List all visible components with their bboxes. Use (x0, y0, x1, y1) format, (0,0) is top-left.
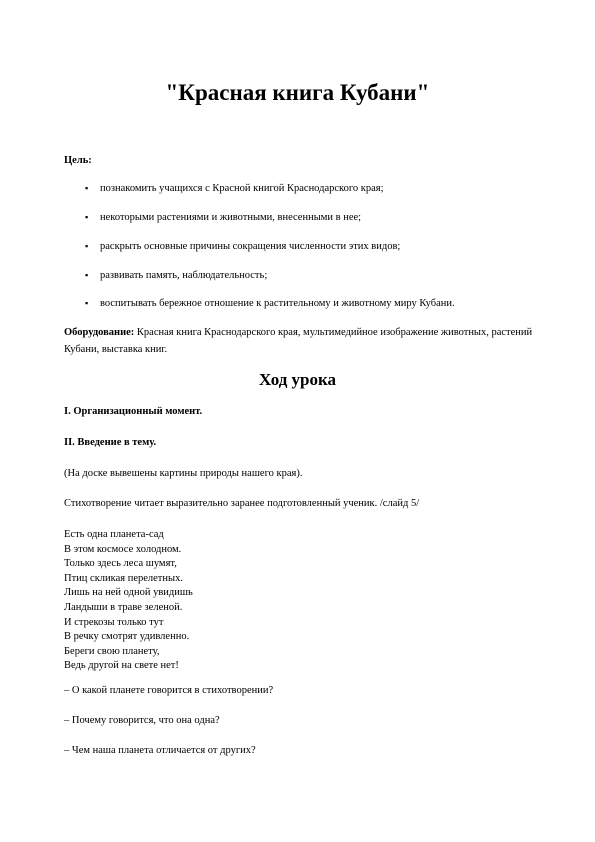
bullet-icon: ▪ (85, 270, 89, 280)
poem-line: Лишь на ней одной увидишь (64, 587, 193, 599)
poem-line: Ведь другой на свете нет! (64, 660, 179, 672)
lesson-title: Ход урока (258, 370, 337, 389)
poem-line: Есть одна планета-сад (64, 529, 164, 540)
goal-item (85, 183, 384, 194)
bullet-icon: ▪ (85, 212, 89, 222)
poem-line: Только здесь леса шумят, (64, 558, 177, 570)
goal-item (85, 241, 401, 252)
goal-text: воспитывать бережное отношение к растительному и животному миру Кубани. (100, 298, 455, 309)
goal-item (85, 298, 455, 309)
bullet-icon: ▪ (85, 183, 89, 193)
poem-line: В этом космосе холодном. (64, 543, 182, 555)
document-title: "Красная книга Кубани" (165, 80, 430, 105)
poem-line: Ландыши в траве зеленой. (64, 601, 183, 613)
poem-intro: Стихотворение читает выразительно заранее подготовленный ученик. /слайд 5/ (64, 498, 420, 509)
equipment-text: Красная книга Краснодарского края, мультимедийное изображение животных, растений Кубани, выставка книг. (64, 327, 533, 355)
goal-text: раскрыть основные причины сокращения численности этих видов; (100, 241, 401, 252)
poem-line: Птиц скликая перелетных. (64, 572, 183, 584)
bullet-icon: ▪ (85, 241, 89, 251)
goal-text: некоторыми растениями и животными, внесенными в нее; (100, 212, 362, 223)
section-org: I. Организационный момент. (64, 406, 203, 417)
question: – Почему говорится, что она одна? (64, 715, 220, 726)
question: – О какой планете говорится в стихотворении? (64, 685, 274, 696)
goal-text: познакомить учащихся с Красной книгой Краснодарского края; (100, 183, 384, 194)
poem-line: Береги свою планету, (64, 645, 160, 657)
poem-line: В речку смотрят удивленно. (64, 631, 190, 643)
goal-text: развивать память, наблюдательность; (100, 270, 268, 281)
poem-line: И стрекозы только тут (64, 616, 164, 628)
board-note: (На доске вывешены картины природы нашего края). (64, 468, 303, 479)
section-intro: II. Введение в тему. (64, 437, 157, 448)
equipment-paragraph (64, 324, 554, 358)
aim-label: Цель: (64, 155, 92, 166)
goal-item (85, 270, 268, 281)
poem (64, 528, 193, 674)
equipment-label: Оборудование: (64, 327, 135, 338)
question: – Чем наша планета отличается от других? (64, 745, 256, 756)
bullet-icon: ▪ (85, 298, 89, 308)
goal-item (85, 212, 362, 223)
